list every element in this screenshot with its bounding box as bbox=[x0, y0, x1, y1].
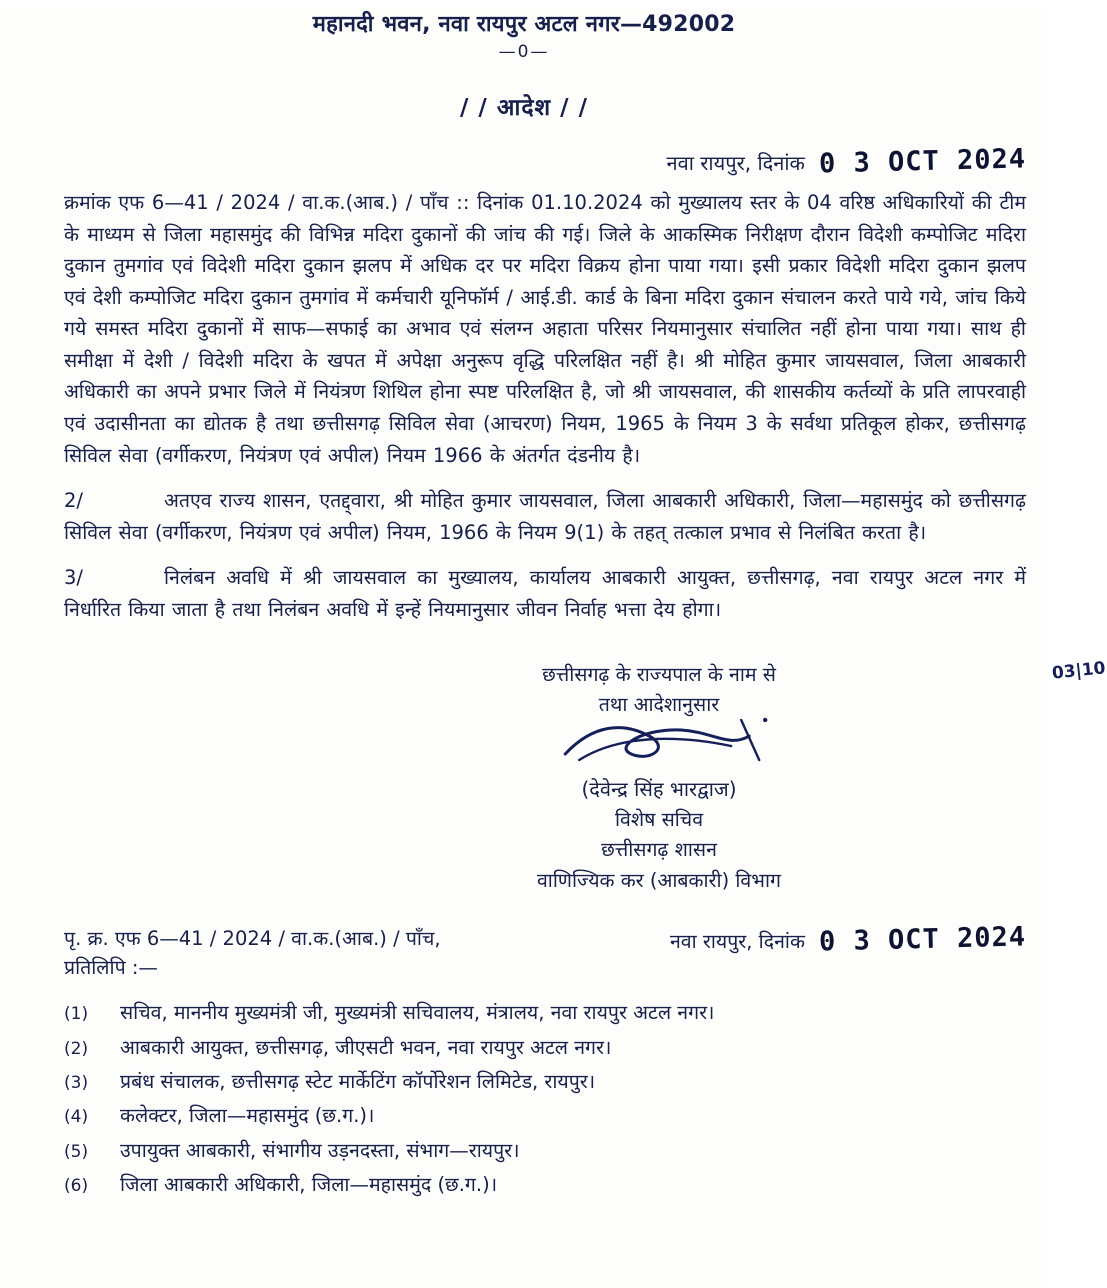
copy-item-text: कलेक्टर, जिला—महासमुंद (छ.ग.)। bbox=[120, 1104, 375, 1128]
endorsement-ref-line1: पृ. क्र. एफ 6—41 / 2024 / वा.क.(आब.) / पाँच, bbox=[64, 926, 441, 950]
copy-item-number: (5) bbox=[64, 1141, 89, 1162]
copy-item-text: आबकारी आयुक्त, छत्तीसगढ़, जीएसटी भवन, नवा रायपुर अटल नगर। bbox=[120, 1035, 612, 1059]
signatory-designation: विशेष सचिव bbox=[614, 808, 704, 832]
issue-date-line bbox=[0, 143, 1048, 180]
endorsement-reference bbox=[64, 924, 441, 983]
header-separator: —0— bbox=[498, 42, 550, 62]
issue-date-stamp: 0 3 OCT 2024 bbox=[818, 143, 1027, 180]
header-address: महानदी भवन, नवा रायपुर अटल नगर—492002 bbox=[312, 12, 736, 37]
document-body bbox=[0, 187, 1048, 626]
copy-item-text: जिला आबकारी अधिकारी, जिला—महासमुंद (छ.ग.)। bbox=[120, 1172, 498, 1196]
list-item bbox=[64, 1034, 1026, 1061]
paragraph-3-wrapper bbox=[64, 562, 1026, 625]
copy-item-text: उपायुक्त आबकारी, संभागीय उड़नदस्ता, संभाग—रायपुर। bbox=[120, 1138, 520, 1162]
paragraph-1: क्रमांक एफ 6—41 / 2024 / वा.क.(आब.) / पाँच :: दिनांक 01.10.2024 को मुख्यालय स्तर के 04 वरिष्ठ अधिकारियों की टीम के माध्यम से जिला महासमुंद की विभिन्न मदिरा दुकानों की जांच की गई। जिले के आकस्मिक निरीक्षण दौरान विदेशी कम्पोजिट मदिरा दुकान तुमगांव एवं विदेशी मदिरा दुकान झलप में अधिक दर पर मदिरा विक्रय होना पाया गया। इसी प्रकार विदेशी मदिरा दुकान झलप एवं देशी कम्पोजिट मदिरा दुकान तुमगांव में कर्मचारी यूनिफॉर्म / आई.डी. कार्ड के बिना मदिरा दुकान संचालन करते पाये गये, जांच किये गये समस्त मदिरा दुकानों में साफ—सफाई का अभाव एवं संलग्न अहाता परिसर नियमानुसार संचालित नहीं होना पाया गया। साथ ही समीक्षा में देशी / विदेशी मदिरा के खपत में अपेक्षा अनुरूप वृद्धि परिलक्षित नहीं है। श्री मोहित कुमार जायसवाल, जिला आबकारी अधिकारी का अपने प्रभार जिले में नियंत्रण शिथिल होना स्पष्ट परिलक्षित है, जो श्री जायसवाल, की शासकीय कर्तव्यों के प्रति लापरवाही एवं उदासीनता का द्योतक है तथा छत्तीसगढ़ सिविल सेवा (आचरण) नियम, 1965 के नियम 3 के सर्वथा प्रतिकूल होकर, छत्तीसगढ़ सिविल सेवा (वर्गीकरण, नियंत्रण एवं अपील) नियम 1966 के अंतर्गत दंडनीय है। bbox=[64, 191, 1026, 467]
copy-item-number: (6) bbox=[64, 1175, 89, 1196]
endorsement-date-line bbox=[669, 921, 1027, 958]
endorsement-ref-line2: प्रतिलिपि :— bbox=[64, 956, 158, 980]
paragraph-3-text: निलंबन अवधि में श्री जायसवाल का मुख्यालय, कार्यालय आबकारी आयुक्त, छत्तीसगढ़, नवा रायपुर अटल नगर में निर्धारित किया जाता है तथा निलंबन अवधि में इन्हें नियमानुसार जीवन निर्वाह भत्ता देय होगा। bbox=[64, 566, 1026, 621]
paragraph-2-text: अतएव राज्य शासन, एतद्द्वारा, श्री मोहित कुमार जायसवाल, जिला आबकारी अधिकारी, जिला—महासमुंद को छत्तीसगढ़ सिविल सेवा (वर्गीकरण, नियंत्रण एवं अपील) नियम, 1966 के नियम 9(1) के तहत् तत्काल प्रभाव से निलंबित करता है। bbox=[64, 489, 1026, 544]
signature-date: 03|10 bbox=[1051, 657, 1107, 684]
copy-item-number: (1) bbox=[64, 1004, 89, 1025]
signature-authority-line2: तथा आदेशानुसार bbox=[598, 692, 720, 716]
paragraph-3-number: 3/ bbox=[64, 566, 83, 590]
document-page bbox=[0, 8, 1107, 1288]
signature-block bbox=[0, 657, 1107, 896]
endorsement-block bbox=[0, 921, 1048, 983]
signature-authority-line1: छत्तीसगढ़ के राज्यपाल के नाम से bbox=[542, 662, 776, 686]
order-title: / / आदेश / / bbox=[460, 95, 588, 121]
copy-distribution-list bbox=[0, 982, 1048, 1198]
list-item bbox=[64, 1102, 1026, 1129]
list-item bbox=[64, 1068, 1026, 1095]
copy-item-number: (4) bbox=[64, 1107, 89, 1128]
paragraph-2-wrapper bbox=[64, 485, 1026, 548]
handwritten-signature bbox=[300, 720, 1018, 774]
copy-item-text: सचिव, माननीय मुख्यमंत्री जी, मुख्यमंत्री सचिवालय, मंत्रालय, नवा रायपुर अटल नगर। bbox=[120, 1001, 715, 1025]
endorsement-date-stamp: 0 3 OCT 2024 bbox=[818, 921, 1027, 958]
list-item bbox=[64, 1171, 1026, 1198]
copy-item-number: (2) bbox=[64, 1038, 89, 1059]
copy-item-text: प्रबंध संचालक, छत्तीसगढ़ स्टेट मार्केटिंग कॉर्पोरेशन लिमिटेड, रायपुर। bbox=[120, 1069, 596, 1093]
signatory-name: (देवेन्द्र सिंह भारद्वाज) bbox=[581, 776, 737, 801]
paragraph-2-number: 2/ bbox=[64, 489, 83, 513]
copy-item-number: (3) bbox=[64, 1072, 89, 1093]
issue-place-date-label: नवा रायपुर, दिनांक bbox=[666, 151, 805, 175]
signatory-department: वाणिज्यिक कर (आबकारी) विभाग bbox=[536, 868, 782, 892]
list-item bbox=[64, 1137, 1026, 1164]
list-item bbox=[64, 999, 1026, 1026]
signatory-government: छत्तीसगढ़ शासन bbox=[601, 838, 717, 862]
endorsement-place-date-label: नवा रायपुर, दिनांक bbox=[669, 929, 805, 953]
